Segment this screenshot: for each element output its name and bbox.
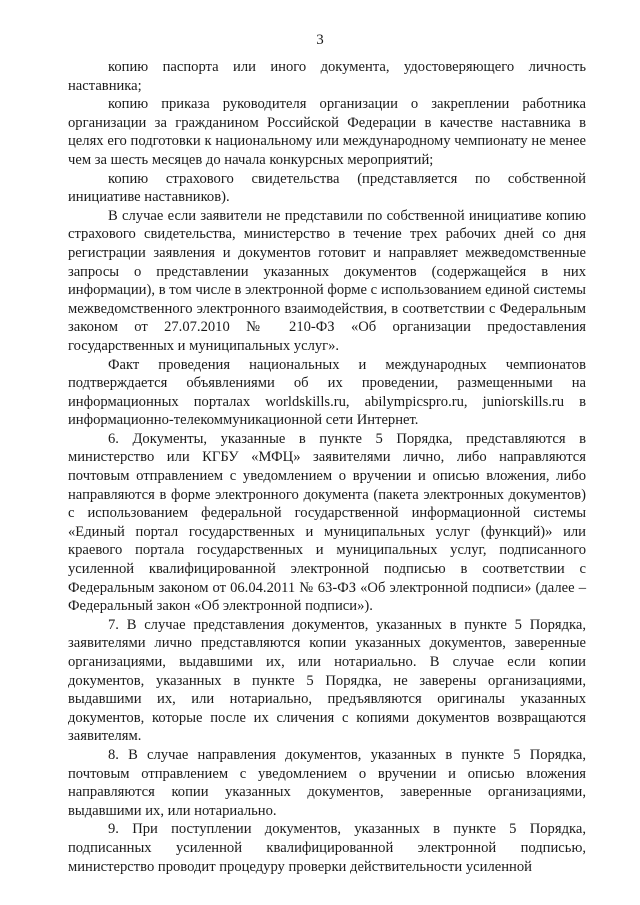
paragraph-insurance-copy: копию страхового свидетельства (представляется по собственной инициативе наставников). [68,170,586,206]
paragraph-clause-6: 6. Документы, указанные в пункте 5 Порядка, представляются в министерство или КГБУ «МФЦ» заявителями лично, либо направляются почтовым отправлением с уведомлением о вручении и описью вложения, либо направляются в форме электронного документа (пакета электронных документов) с использованием федеральной государственной информационной системы «Единый портал государственных и муниципальных услуг (функций)» или краевого портала государственных и муниципальных услуг, подписанного усиленной квалифицированной электронной подписью в соответствии с Федеральным законом от 06.04.2011 № 63-ФЗ «Об электронной подписи» (далее – Федеральный закон «Об электронной подписи»). [68,430,586,615]
page-number: 3 [316,32,324,48]
paragraph-order-copy: копию приказа руководителя организации о закреплении работника организации за гражданином Российской Федерации в качестве наставника в целях его подготовки к национальному или международному чемпионату не менее чем за шесть месяцев до начала конкурсных мероприятий; [68,96,586,168]
paragraph-clause-8: 8. В случае направления документов, указанных в пункте 5 Порядка, почтовым отправлением с уведомлением о вручении и описью вложения направляются копии указанных документов, заверенные организациями, выдавшими их, или нотариально. [68,746,586,819]
paragraph-interagency-requests: В случае если заявители не представили по собственной инициативе копию страхового свидетельства, министерство в течение трех рабочих дней со дня регистрации заявления и документов готовит и направляет межведомственные запросы о представлении указанных документов (содержащейся в них информации), в том числе в электронной форме с использованием единой системы межведомственного электронного взаимодействия, в соответствии с Федеральным законом от 27.07.2010 № 210-ФЗ «Об организации предоставления государственных и муниципальных услуг». [68,207,586,354]
document-body [68,58,586,876]
paragraph-championship-fact: Факт проведения национальных и международных чемпионатов подтверждается объявлениями об их проведении, размещенными на информационных порталах worldskills.ru, abilympicspro.ru, juniorskills.ru в информационно-телекоммуникационной сети Интернет. [68,356,586,429]
paragraph-passport-copy: копию паспорта или иного документа, удостоверяющего личность наставника; [68,59,586,94]
paragraph-clause-7: 7. В случае представления документов, указанных в пункте 5 Порядка, заявителями лично представляются копии указанных документов, заверенные организациями, выдавшими их, или нотариально. В случае если копии документов, указанных в пункте 5 Порядка, не заверены организациями, выдавшими их, или нотариально, предъявляются оригиналы указанных документов, которые после их сличения с копиями документов возвращаются заявителям. [68,616,586,745]
paragraph-clause-9: 9. При поступлении документов, указанных в пункте 5 Порядка, подписанных усиленной квалифицированной электронной подписью, министерство проводит процедуру проверки действительности усиленной [68,821,586,875]
